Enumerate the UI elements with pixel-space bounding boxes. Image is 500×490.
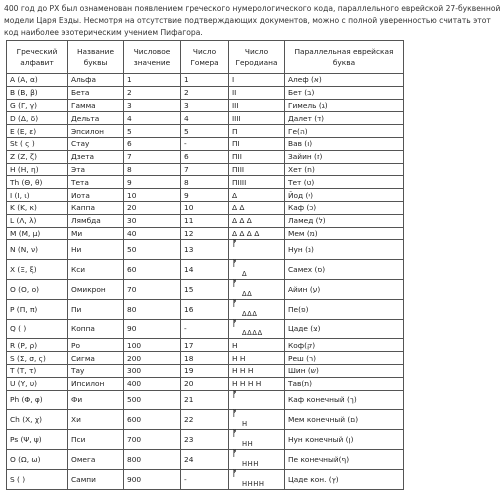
- herodian-number-cell: ΠI: [229, 137, 285, 150]
- col-header-value: Числовое значение: [124, 41, 181, 74]
- numeric-value-cell: 7: [124, 150, 181, 163]
- intro-line: модели Царя Езды. Несмотря на отсутствие подтверждающих документов, можно с полной уверенностью считать этот: [4, 16, 491, 26]
- letter-name-cell: Коппа: [68, 319, 124, 339]
- letter-name-cell: Альфа: [68, 74, 124, 87]
- hebrew-letter-cell: Мем конечный (ם): [285, 410, 404, 430]
- herodian-glyph: ᚠ: [232, 318, 238, 329]
- homer-number-cell: 1: [181, 74, 229, 87]
- table-row: [7, 377, 404, 390]
- homer-number-cell: 3: [181, 99, 229, 112]
- col-header-name: Название буквы: [68, 41, 124, 74]
- letter-name-cell: Стау: [68, 137, 124, 150]
- herodian-number-cell: [229, 279, 285, 299]
- herodian-number-cell: [229, 469, 285, 489]
- hebrew-letter-cell: Хет (ח): [285, 163, 404, 176]
- herodian-number-cell: Δ Δ: [229, 201, 285, 214]
- table-row: [7, 319, 404, 339]
- alphabet-cell: X (Ξ, ξ): [7, 260, 68, 280]
- herodian-glyph: ᚠ: [232, 239, 238, 250]
- herodian-symbol: [232, 239, 282, 258]
- homer-number-cell: 8: [181, 176, 229, 189]
- hebrew-letter-cell: Алеф (א): [285, 74, 404, 87]
- numeric-value-cell: 6: [124, 137, 181, 150]
- hebrew-letter-cell: Пе конечный(ף): [285, 449, 404, 469]
- hebrew-letter-cell: Айин (ע): [285, 279, 404, 299]
- herodian-glyph: ᚠ: [232, 409, 238, 420]
- herodian-number-cell: [229, 299, 285, 319]
- table-row: [7, 137, 404, 150]
- hebrew-letter-cell: Зайин (ז): [285, 150, 404, 163]
- numeric-value-cell: 9: [124, 176, 181, 189]
- letter-name-cell: Дзета: [68, 150, 124, 163]
- col-header-alphabet: Греческий алфавит: [7, 41, 68, 74]
- alphabet-cell: K (K, κ): [7, 201, 68, 214]
- letter-name-cell: Хи: [68, 410, 124, 430]
- herodian-subscript: Δ: [242, 269, 248, 278]
- herodian-number-cell: [229, 240, 285, 260]
- hebrew-letter-cell: Каф (כ): [285, 201, 404, 214]
- herodian-number-cell: H H H H: [229, 377, 285, 390]
- numeric-value-cell: 90: [124, 319, 181, 339]
- homer-number-cell: 16: [181, 299, 229, 319]
- letter-name-cell: Фи: [68, 390, 124, 410]
- table-row: [7, 299, 404, 319]
- table-row: [7, 240, 404, 260]
- alphabet-cell: L (Λ, λ): [7, 214, 68, 227]
- numeric-value-cell: 700: [124, 430, 181, 450]
- hebrew-letter-cell: Цаде кон. (ץ): [285, 469, 404, 489]
- herodian-glyph: ᚠ: [232, 448, 238, 459]
- table-row: [7, 430, 404, 450]
- table-row: [7, 339, 404, 352]
- herodian-number-cell: H H H: [229, 364, 285, 377]
- hebrew-letter-cell: Коф(ק): [285, 339, 404, 352]
- herodian-number-cell: Δ: [229, 189, 285, 202]
- homer-number-cell: 11: [181, 214, 229, 227]
- homer-number-cell: 22: [181, 410, 229, 430]
- col-header-homer: Число Гомера: [181, 41, 229, 74]
- homer-number-cell: -: [181, 137, 229, 150]
- herodian-symbol: [232, 409, 282, 428]
- herodian-glyph: ᚠ: [232, 429, 238, 440]
- alphabet-cell: O (O, ο): [7, 279, 68, 299]
- homer-number-cell: 6: [181, 150, 229, 163]
- herodian-symbol: [232, 299, 282, 318]
- homer-number-cell: 17: [181, 339, 229, 352]
- herodian-number-cell: [229, 410, 285, 430]
- hebrew-letter-cell: Бет (ב): [285, 86, 404, 99]
- numeric-value-cell: 100: [124, 339, 181, 352]
- hebrew-letter-cell: Реш (ר): [285, 352, 404, 365]
- herodian-number-cell: ΠIIII: [229, 176, 285, 189]
- intro-line: код наиболее эзотерическим учением Пифагора.: [4, 28, 203, 38]
- homer-number-cell: 24: [181, 449, 229, 469]
- table-row: [7, 163, 404, 176]
- numeric-value-cell: 500: [124, 390, 181, 410]
- table-row: [7, 86, 404, 99]
- herodian-glyph: ᚠ: [232, 468, 238, 479]
- herodian-subscript: HHHH: [242, 479, 265, 488]
- numeric-value-cell: 30: [124, 214, 181, 227]
- hebrew-letter-cell: Цаде (צ): [285, 319, 404, 339]
- numeric-value-cell: 20: [124, 201, 181, 214]
- col-header-herodian: Число Геродиана: [229, 41, 285, 74]
- alphabet-cell: P (Π, π): [7, 299, 68, 319]
- homer-number-cell: 21: [181, 390, 229, 410]
- letter-name-cell: Сампи: [68, 469, 124, 489]
- hebrew-letter-cell: Вав (ו): [285, 137, 404, 150]
- letter-name-cell: Ми: [68, 227, 124, 240]
- table-header-row: [7, 41, 404, 74]
- numeric-value-cell: 2: [124, 86, 181, 99]
- letter-name-cell: Ро: [68, 339, 124, 352]
- letter-name-cell: Омега: [68, 449, 124, 469]
- hebrew-letter-cell: Пе(פ): [285, 299, 404, 319]
- herodian-number-cell: I: [229, 74, 285, 87]
- herodian-number-cell: H: [229, 339, 285, 352]
- herodian-glyph: ᚠ: [232, 259, 238, 270]
- herodian-number-cell: [229, 319, 285, 339]
- homer-number-cell: 15: [181, 279, 229, 299]
- homer-number-cell: 9: [181, 189, 229, 202]
- herodian-number-cell: [229, 390, 285, 410]
- hebrew-letter-cell: Тав(ת): [285, 377, 404, 390]
- col-header-hebrew: Параллельная еврейская буква: [285, 41, 404, 74]
- hebrew-letter-cell: Тет (ט): [285, 176, 404, 189]
- homer-number-cell: 2: [181, 86, 229, 99]
- letter-name-cell: Эпсилон: [68, 125, 124, 138]
- homer-number-cell: 10: [181, 201, 229, 214]
- letter-name-cell: Пи: [68, 299, 124, 319]
- numeric-value-cell: 800: [124, 449, 181, 469]
- herodian-symbol: [232, 469, 282, 488]
- homer-number-cell: 12: [181, 227, 229, 240]
- letter-name-cell: Пси: [68, 430, 124, 450]
- alphabet-cell: U (Y, υ): [7, 377, 68, 390]
- letter-name-cell: Гамма: [68, 99, 124, 112]
- letter-name-cell: Иота: [68, 189, 124, 202]
- herodian-symbol: [232, 259, 282, 278]
- hebrew-letter-cell: Мем (מ): [285, 227, 404, 240]
- table-row: [7, 449, 404, 469]
- numeric-value-cell: 600: [124, 410, 181, 430]
- table-row: [7, 99, 404, 112]
- herodian-number-cell: [229, 449, 285, 469]
- homer-number-cell: -: [181, 319, 229, 339]
- herodian-glyph: ᚠ: [232, 389, 238, 400]
- table-row: [7, 74, 404, 87]
- homer-number-cell: 20: [181, 377, 229, 390]
- herodian-subscript: ΔΔΔ: [242, 309, 258, 318]
- alphabet-cell: Q ( ): [7, 319, 68, 339]
- hebrew-letter-cell: Нун конечный (ן): [285, 430, 404, 450]
- hebrew-letter-cell: Самех (ס): [285, 260, 404, 280]
- herodian-symbol: [232, 429, 282, 448]
- alphabet-cell: N (N, ν): [7, 240, 68, 260]
- table-row: [7, 410, 404, 430]
- letter-name-cell: Сигма: [68, 352, 124, 365]
- letter-name-cell: Омикрон: [68, 279, 124, 299]
- table-row: [7, 112, 404, 125]
- letter-name-cell: Эта: [68, 163, 124, 176]
- letter-name-cell: Тета: [68, 176, 124, 189]
- homer-number-cell: 14: [181, 260, 229, 280]
- table-row: [7, 150, 404, 163]
- herodian-number-cell: Π: [229, 125, 285, 138]
- herodian-glyph: ᚠ: [232, 298, 238, 309]
- homer-number-cell: -: [181, 469, 229, 489]
- alphabet-cell: T (T, τ): [7, 364, 68, 377]
- letter-name-cell: Ипсилон: [68, 377, 124, 390]
- numeric-value-cell: 900: [124, 469, 181, 489]
- hebrew-letter-cell: Гимель (ג): [285, 99, 404, 112]
- homer-number-cell: 19: [181, 364, 229, 377]
- homer-number-cell: 23: [181, 430, 229, 450]
- herodian-glyph: ᚠ: [232, 278, 238, 289]
- table-row: [7, 260, 404, 280]
- herodian-number-cell: ΠII: [229, 150, 285, 163]
- numeric-value-cell: 400: [124, 377, 181, 390]
- hebrew-letter-cell: Ламед (ל): [285, 214, 404, 227]
- numeric-value-cell: 5: [124, 125, 181, 138]
- letter-name-cell: Лямбда: [68, 214, 124, 227]
- herodian-symbol: [232, 319, 282, 338]
- homer-number-cell: 7: [181, 163, 229, 176]
- hebrew-letter-cell: Ге(ה): [285, 125, 404, 138]
- herodian-subscript: HHH: [242, 459, 259, 468]
- alphabet-cell: A (A, α): [7, 74, 68, 87]
- herodian-subscript: ΔΔ: [242, 289, 253, 298]
- table-row: [7, 352, 404, 365]
- numeric-value-cell: 70: [124, 279, 181, 299]
- numeric-value-cell: 1: [124, 74, 181, 87]
- letter-name-cell: Бета: [68, 86, 124, 99]
- herodian-number-cell: H H: [229, 352, 285, 365]
- herodian-number-cell: II: [229, 86, 285, 99]
- numerology-table: [6, 40, 404, 490]
- herodian-subscript: H: [242, 420, 248, 429]
- alphabet-cell: I (I, ι): [7, 189, 68, 202]
- letter-name-cell: Ни: [68, 240, 124, 260]
- alphabet-cell: S ( ): [7, 469, 68, 489]
- herodian-number-cell: ΠIII: [229, 163, 285, 176]
- homer-number-cell: 4: [181, 112, 229, 125]
- letter-name-cell: Тау: [68, 364, 124, 377]
- numeric-value-cell: 50: [124, 240, 181, 260]
- alphabet-cell: M (M, μ): [7, 227, 68, 240]
- numeric-value-cell: 80: [124, 299, 181, 319]
- homer-number-cell: 5: [181, 125, 229, 138]
- table-row: [7, 201, 404, 214]
- intro-paragraph: [4, 3, 500, 40]
- numeric-value-cell: 60: [124, 260, 181, 280]
- table-row: [7, 176, 404, 189]
- table-row: [7, 390, 404, 410]
- alphabet-cell: E (E, ε): [7, 125, 68, 138]
- herodian-number-cell: III: [229, 99, 285, 112]
- homer-number-cell: 13: [181, 240, 229, 260]
- table-row: [7, 189, 404, 202]
- herodian-number-cell: [229, 430, 285, 450]
- alphabet-cell: Ph (Φ, φ): [7, 390, 68, 410]
- herodian-number-cell: Δ Δ Δ: [229, 214, 285, 227]
- alphabet-cell: D (Δ, δ): [7, 112, 68, 125]
- herodian-symbol: [232, 449, 282, 468]
- herodian-number-cell: [229, 260, 285, 280]
- alphabet-cell: G (Γ, γ): [7, 99, 68, 112]
- hebrew-letter-cell: Каф конечный (ך): [285, 390, 404, 410]
- alphabet-cell: S (Σ, σ, ς): [7, 352, 68, 365]
- alphabet-cell: O (Ω, ω): [7, 449, 68, 469]
- table-row: [7, 227, 404, 240]
- herodian-symbol: [232, 390, 282, 409]
- numeric-value-cell: 4: [124, 112, 181, 125]
- herodian-number-cell: IIII: [229, 112, 285, 125]
- herodian-symbol: [232, 279, 282, 298]
- hebrew-letter-cell: Далет (ד): [285, 112, 404, 125]
- table-row: [7, 469, 404, 489]
- table-row: [7, 279, 404, 299]
- numeric-value-cell: 10: [124, 189, 181, 202]
- hebrew-letter-cell: Шин (ש): [285, 364, 404, 377]
- numeric-value-cell: 200: [124, 352, 181, 365]
- numeric-value-cell: 40: [124, 227, 181, 240]
- letter-name-cell: Кси: [68, 260, 124, 280]
- letter-name-cell: Дельта: [68, 112, 124, 125]
- table-row: [7, 125, 404, 138]
- intro-line: 400 год до РХ был ознаменован появлением греческого нумерологического кода, параллельного еврейской 27-буквенной: [4, 4, 500, 13]
- alphabet-cell: Ps (Ψ, ψ): [7, 430, 68, 450]
- alphabet-cell: Ch (X, χ): [7, 410, 68, 430]
- numeric-value-cell: 3: [124, 99, 181, 112]
- alphabet-cell: St ( ς ): [7, 137, 68, 150]
- numeric-value-cell: 8: [124, 163, 181, 176]
- herodian-subscript: HH: [242, 439, 254, 448]
- herodian-number-cell: Δ Δ Δ Δ: [229, 227, 285, 240]
- homer-number-cell: 18: [181, 352, 229, 365]
- alphabet-cell: R (P, ρ): [7, 339, 68, 352]
- alphabet-cell: B (B, β): [7, 86, 68, 99]
- alphabet-cell: Th (Θ, θ): [7, 176, 68, 189]
- alphabet-cell: Z (Z, ζ): [7, 150, 68, 163]
- table-row: [7, 214, 404, 227]
- numeric-value-cell: 300: [124, 364, 181, 377]
- letter-name-cell: Каппа: [68, 201, 124, 214]
- herodian-subscript: ΔΔΔΔ: [242, 329, 263, 338]
- hebrew-letter-cell: Нун (נ): [285, 240, 404, 260]
- alphabet-cell: H (H, η): [7, 163, 68, 176]
- table-row: [7, 364, 404, 377]
- hebrew-letter-cell: Йод (י): [285, 189, 404, 202]
